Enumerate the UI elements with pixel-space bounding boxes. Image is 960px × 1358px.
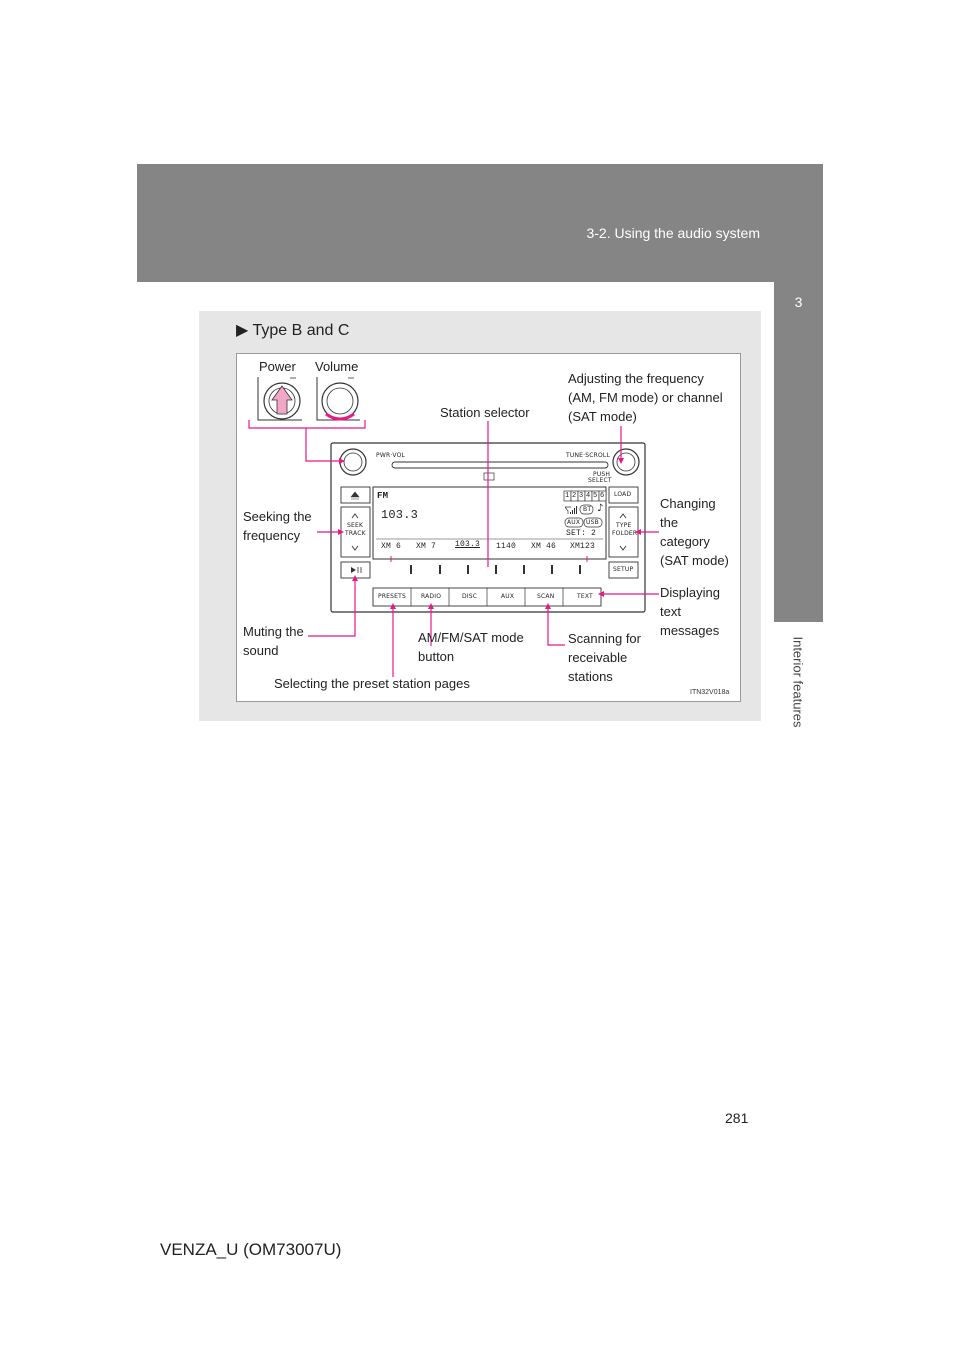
document-footer: VENZA_U (OM73007U): [160, 1240, 342, 1259]
label-scanning: Scanning for receivable stations: [568, 631, 641, 684]
label-seek: Seeking the frequency: [243, 509, 312, 543]
radio-button[interactable]: RADIO: [421, 593, 442, 600]
load-label: LOAD: [614, 491, 632, 498]
seek-label: SEEK: [347, 522, 364, 529]
presets-button[interactable]: PRESETS: [378, 593, 407, 600]
label-changing-category: Changing the category (SAT mode): [660, 496, 729, 568]
select-label: SELECT: [588, 477, 612, 484]
push-label: PUSH: [593, 471, 611, 478]
type-label: TYPE: [616, 522, 632, 529]
disc-indicator: [484, 473, 494, 480]
preset-entry-3: 103.3: [455, 540, 481, 549]
display-frequency: 103.3: [381, 508, 419, 522]
preset-digit-6: 6: [600, 492, 605, 500]
pwr-vol-label: PWR·VOL: [376, 452, 406, 459]
cd-slot: [392, 462, 608, 468]
label-mode-button: AM/FM/SAT mode button: [418, 630, 524, 664]
scan-button[interactable]: SCAN: [537, 593, 555, 600]
music-note-icon: ♪: [597, 503, 604, 514]
label-displaying-text: Displaying text messages: [660, 585, 720, 638]
preset-digit-5: 5: [593, 492, 598, 500]
preset-digit-4: 4: [586, 492, 591, 500]
preset-digit-2: 2: [572, 492, 577, 500]
display-band: FM: [377, 491, 389, 501]
label-power: Power: [259, 359, 296, 374]
volume-knob-detail: [317, 377, 360, 420]
page-number: 281: [725, 1110, 749, 1126]
preset-entry-1: XM 6: [381, 542, 402, 551]
triangle-bullet-icon: ▶: [236, 322, 249, 339]
preset-digit-3: 3: [579, 492, 584, 500]
preset-digit-1: 1: [565, 492, 570, 500]
set-indicator: SET: 2: [566, 529, 597, 538]
aux-text: AUX: [567, 519, 581, 526]
panel-title-text: Type B and C: [252, 322, 350, 339]
preset-entry-5: XM 46: [531, 542, 557, 551]
aux-button[interactable]: AUX: [501, 593, 515, 600]
setup-label: SETUP: [613, 566, 634, 573]
label-muting: Muting the sound: [243, 624, 304, 658]
usb-text: USB: [586, 519, 599, 526]
bt-text: BT: [583, 506, 592, 513]
label-volume: Volume: [315, 359, 359, 374]
tune-scroll-label: TUNE·SCROLL: [566, 452, 611, 459]
chapter-label: Interior features: [790, 636, 806, 728]
text-button[interactable]: TEXT: [577, 593, 593, 600]
preset-entry-6: XM123: [570, 542, 596, 551]
preset-entry-4: 1140: [496, 542, 517, 551]
folder-label: FOLDER: [612, 530, 638, 537]
track-label: TRACK: [345, 530, 366, 537]
section-title: 3-2. Using the audio system: [586, 225, 760, 241]
preset-entry-2: XM 7: [416, 542, 437, 551]
figure-code: ITN32V018a: [690, 689, 730, 696]
disc-button[interactable]: DISC: [462, 593, 478, 600]
label-adjust-frequency: Adjusting the frequency (AM, FM mode) or channel (SAT mode): [568, 371, 723, 424]
label-station-selector: Station selector: [440, 405, 530, 420]
chapter-number: 3: [794, 294, 803, 310]
label-preset-pages: Selecting the preset station pages: [274, 676, 470, 691]
power-knob-detail: [258, 377, 302, 420]
